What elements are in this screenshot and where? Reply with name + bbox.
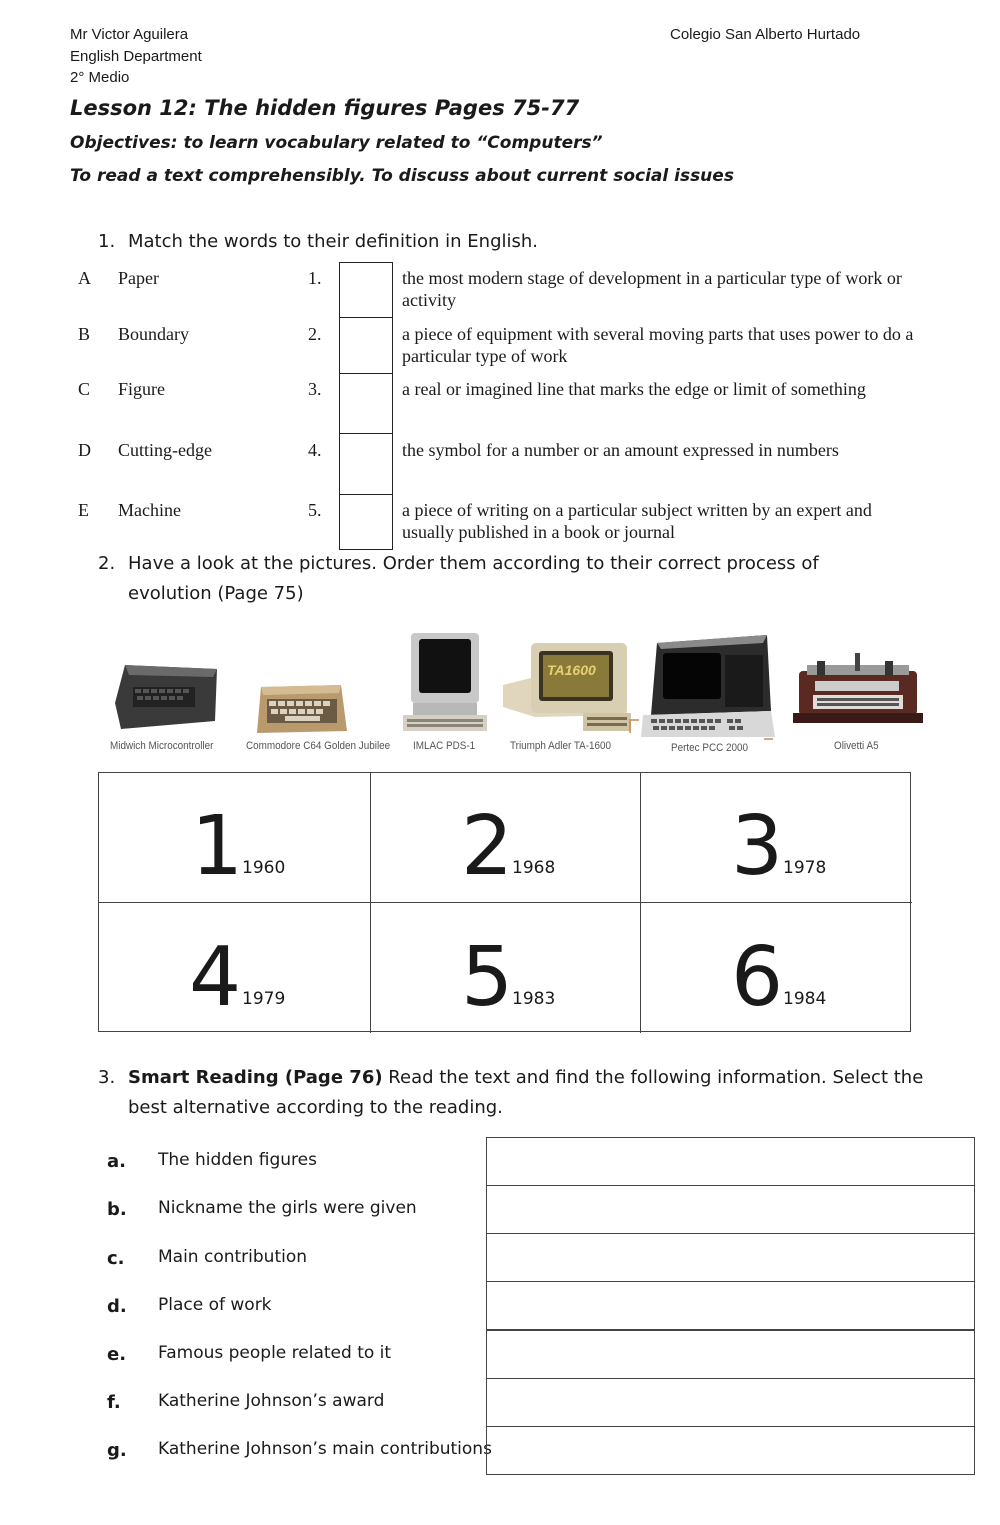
- match-definition: a real or imagined line that marks the edge or limit of something: [402, 379, 866, 399]
- order-year: 1960: [242, 858, 286, 878]
- item-letter: c.: [107, 1248, 125, 1269]
- computer-label-commodore: Commodore C64 Golden Jubilee: [246, 740, 391, 752]
- olivetti-computer-image: [793, 653, 923, 723]
- match-number: 2.: [308, 324, 322, 344]
- answer-box-e[interactable]: [486, 1330, 975, 1379]
- item-label: Katherine Johnson’s award: [158, 1391, 385, 1411]
- order-year: 1968: [512, 858, 556, 878]
- item-label: Famous people related to it: [158, 1343, 392, 1363]
- match-word: Paper: [118, 268, 159, 288]
- item-label: Main contribution: [158, 1247, 308, 1267]
- answer-box-4[interactable]: [339, 433, 393, 495]
- item-label: Nickname the girls were given: [158, 1198, 417, 1218]
- match-letter: D: [78, 440, 91, 460]
- imlac-computer-image: [403, 633, 487, 731]
- order-cell[interactable]: [641, 773, 912, 903]
- teacher-name: Mr Victor Aguilera: [70, 26, 189, 43]
- order-number: 4: [189, 930, 242, 1025]
- answer-input-5[interactable]: [340, 495, 392, 549]
- item-letter: g.: [107, 1440, 127, 1461]
- answer-box-1[interactable]: [339, 262, 393, 318]
- answer-box-5[interactable]: [339, 494, 393, 550]
- match-number: 1.: [308, 268, 322, 288]
- computer-label-midwich: Midwich Microcontroller: [110, 740, 214, 752]
- match-word: Boundary: [118, 324, 189, 344]
- match-number: 5.: [308, 500, 322, 520]
- order-year: 1984: [783, 989, 827, 1009]
- item-letter: a.: [107, 1151, 126, 1172]
- ta1600-screen-text: TA1600: [547, 662, 596, 678]
- answer-box-b[interactable]: [486, 1185, 975, 1234]
- order-number: 6: [731, 930, 784, 1025]
- q2-instruction-line1: Have a look at the pictures. Order them according to their correct process of: [128, 553, 819, 574]
- item-letter: d.: [107, 1296, 127, 1317]
- commodore-computer-image: [257, 685, 347, 733]
- pertec-computer-image: [641, 635, 775, 740]
- answer-input-3[interactable]: [340, 374, 392, 433]
- q1-number: 1.: [98, 231, 116, 252]
- order-cell[interactable]: [641, 903, 912, 1033]
- answer-input-a[interactable]: [487, 1138, 974, 1185]
- match-word: Cutting-edge: [118, 440, 212, 460]
- answer-input-b[interactable]: [487, 1186, 974, 1233]
- q3-instruction-line2: best alternative according to the reading.: [128, 1097, 503, 1118]
- answer-input-d[interactable]: [487, 1282, 974, 1329]
- answer-box-2[interactable]: [339, 317, 393, 374]
- answer-input-c[interactable]: [487, 1234, 974, 1281]
- objective-1: Objectives: to learn vocabulary related to “Computers”: [70, 133, 603, 153]
- match-letter: C: [78, 379, 91, 399]
- order-year: 1979: [242, 989, 286, 1009]
- order-number: 5: [461, 930, 514, 1025]
- computer-pictures: [95, 625, 935, 740]
- q3-instruction: [128, 1067, 923, 1088]
- computer-label-triumph-adler: Triumph Adler TA-1600: [510, 740, 612, 752]
- computer-label-olivetti: Olivetti A5: [834, 740, 879, 752]
- item-label: Place of work: [158, 1295, 272, 1315]
- match-letter: E: [78, 500, 89, 520]
- answer-box-a[interactable]: [486, 1137, 975, 1186]
- match-number: 3.: [308, 379, 322, 399]
- order-year: 1978: [783, 858, 827, 878]
- match-definition: a piece of writing on a particular subject written by an expert and usually published in a book or journal: [402, 500, 872, 542]
- match-letter: B: [78, 324, 91, 344]
- order-number: 1: [191, 799, 244, 894]
- midwich-computer-image: [115, 665, 217, 729]
- computer-label-pertec: Pertec PCC 2000: [671, 742, 749, 754]
- answer-input-2[interactable]: [340, 318, 392, 373]
- order-grid: [98, 772, 911, 1032]
- department: English Department: [70, 48, 202, 65]
- order-number: 3: [731, 799, 784, 894]
- order-cell[interactable]: [99, 773, 371, 903]
- answer-box-c[interactable]: [486, 1233, 975, 1282]
- match-number: 4.: [308, 440, 322, 460]
- order-cell[interactable]: [371, 773, 641, 903]
- match-definition: the most modern stage of development in a particular type of work or activity: [402, 268, 902, 310]
- answer-box-g[interactable]: [486, 1426, 975, 1475]
- triumph-adler-computer-image: [503, 643, 639, 733]
- order-year: 1983: [512, 989, 556, 1009]
- answer-input-e[interactable]: [487, 1331, 974, 1378]
- computer-label-imlac: IMLAC PDS-1: [413, 740, 476, 752]
- answer-input-f[interactable]: [487, 1379, 974, 1426]
- school-name: Colegio San Alberto Hurtado: [670, 26, 861, 43]
- answer-input-1[interactable]: [340, 263, 392, 317]
- answer-input-4[interactable]: [340, 434, 392, 494]
- answer-box-3[interactable]: [339, 373, 393, 434]
- order-cell[interactable]: [371, 903, 641, 1033]
- q3-instruction-rest: Read the text and find the following information. Select the: [382, 1067, 924, 1088]
- q1-instruction: Match the words to their definition in English.: [128, 231, 539, 252]
- match-word: Figure: [118, 379, 165, 399]
- item-label: The hidden figures: [158, 1150, 317, 1170]
- match-definition: the symbol for a number or an amount expressed in numbers: [402, 440, 839, 460]
- answer-box-d[interactable]: [486, 1281, 975, 1330]
- answer-input-g[interactable]: [487, 1427, 974, 1474]
- item-letter: f.: [107, 1392, 121, 1413]
- match-letter: A: [78, 268, 91, 288]
- item-letter: e.: [107, 1344, 127, 1365]
- match-word: Machine: [118, 500, 181, 520]
- order-cell[interactable]: [99, 903, 371, 1033]
- answer-box-f[interactable]: [486, 1378, 975, 1427]
- item-letter: b.: [107, 1199, 127, 1220]
- q2-instruction-line2: evolution (Page 75): [128, 583, 304, 604]
- lesson-title: Lesson 12: The hidden figures Pages 75-77: [70, 96, 580, 120]
- q3-instruction-bold: Smart Reading (Page 76): [128, 1067, 383, 1088]
- q3-number: 3.: [98, 1067, 116, 1088]
- order-number: 2: [461, 799, 514, 894]
- match-definition: a piece of equipment with several moving parts that uses power to do a particular type of work: [402, 324, 914, 366]
- q2-number: 2.: [98, 553, 116, 574]
- grade: 2° Medio: [70, 69, 130, 86]
- objective-2: To read a text comprehensibly. To discuss about current social issues: [70, 166, 734, 186]
- item-label: Katherine Johnson’s main contributions: [158, 1439, 492, 1459]
